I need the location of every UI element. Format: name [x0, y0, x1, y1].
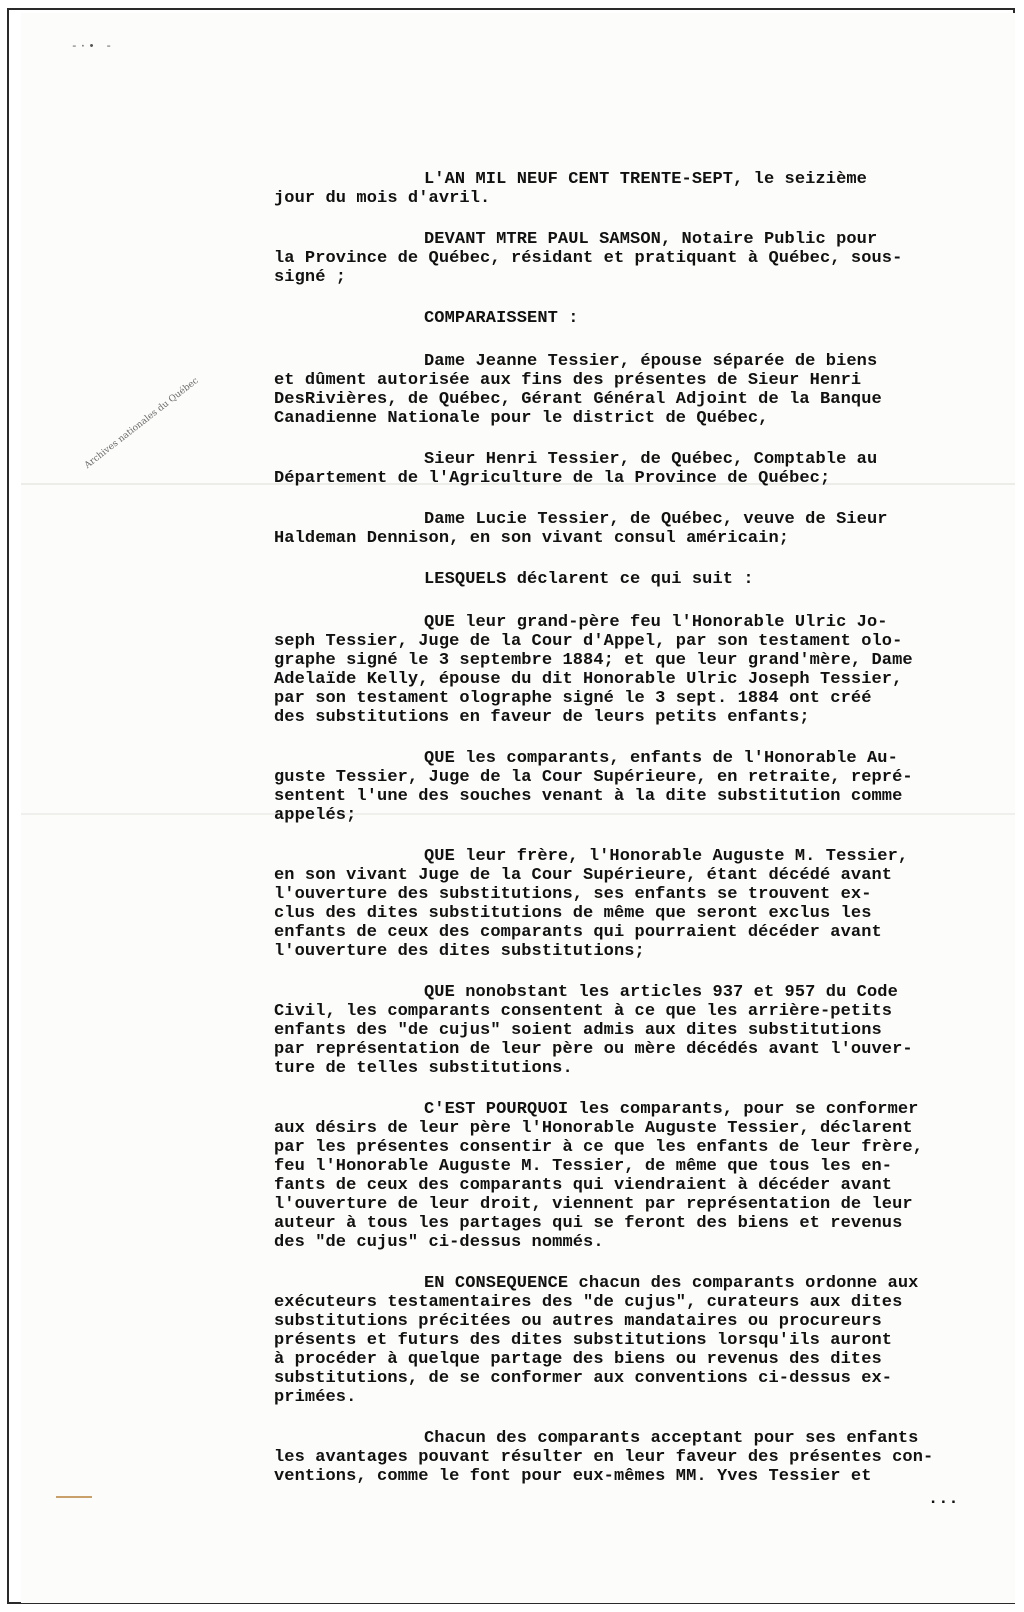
- paragraph-first-line: Dame Lucie Tessier, de Québec, veuve de Sieur: [424, 510, 888, 529]
- paragraph-first-line: QUE les comparants, enfants de l'Honorable Au-: [424, 749, 898, 768]
- typed-text-body: [274, 170, 994, 1508]
- paragraph: [274, 1274, 994, 1407]
- paragraph-body: la Province de Québec, résidant et pratiquant à Québec, sous- signé ;: [274, 249, 903, 287]
- archive-stamp: Archives nationales du Québec: [83, 375, 201, 471]
- paragraph-body: jour du mois d'avril.: [274, 189, 491, 208]
- paragraph-body: Civil, les comparants consentent à ce que les arrière-petits enfants des "de cujus" soient admis aux dites substitutions par représentation de leur père ou mère décédés avant l'ouver- ture de telles substitutions.: [274, 1002, 913, 1078]
- continuation-mark: ...: [928, 1490, 959, 1509]
- section-heading: LESQUELS déclarent ce qui suit :: [424, 570, 754, 589]
- paragraph-first-line: L'AN MIL NEUF CENT TRENTE-SEPT, le seizième: [424, 170, 867, 189]
- paragraph-first-line: Dame Jeanne Tessier, épouse séparée de biens: [424, 352, 878, 371]
- paragraph-body: Département de l'Agriculture de la Province de Québec;: [274, 469, 831, 488]
- paragraph-first-line: QUE leur grand-père feu l'Honorable Ulric Jo-: [424, 613, 888, 632]
- paragraph: [274, 1429, 994, 1486]
- paragraph: [274, 613, 994, 727]
- document-frame: [7, 8, 1015, 1604]
- paragraph-first-line: EN CONSEQUENCE chacun des comparants ordonne aux: [424, 1274, 919, 1293]
- paragraph-first-line: C'EST POURQUOI les comparants, pour se conformer: [424, 1100, 919, 1119]
- paragraph: [274, 749, 994, 825]
- paragraph-first-line: Sieur Henri Tessier, de Québec, Comptable au: [424, 450, 878, 469]
- paragraph: [274, 450, 994, 488]
- paragraph: [274, 847, 994, 961]
- paragraph: [274, 170, 994, 208]
- paragraph-first-line: QUE leur frère, l'Honorable Auguste M. Tessier,: [424, 847, 909, 866]
- paragraph: [274, 352, 994, 428]
- paragraph-body: guste Tessier, Juge de la Cour Supérieure, en retraite, repré- sentent l'une des souches venant à la dite substitution comme appelés;: [274, 768, 913, 825]
- margin-ink-mark: [56, 1496, 92, 1498]
- paragraph: [274, 510, 994, 548]
- paragraph-first-line: DEVANT MTRE PAUL SAMSON, Notaire Public pour: [424, 230, 878, 249]
- paragraph-first-line: QUE nonobstant les articles 937 et 957 du Code: [424, 983, 898, 1002]
- paragraph: [274, 983, 994, 1078]
- paragraph-body: en son vivant Juge de la Cour Supérieure, étant décédé avant l'ouverture des substitutions, ses enfants se trouvent ex- clus des dites substitutions de même que seront exclus les enfants de ceux des comparants qui pourraient décéder avant l'ouverture des dites substitutions;: [274, 866, 893, 961]
- paragraph-body: les avantages pouvant résulter en leur faveur des présentes con- ventions, comme le font pour eux-mêmes MM. Yves Tessier et: [274, 1448, 934, 1486]
- paragraph-body: Haldeman Dennison, en son vivant consul américain;: [274, 529, 790, 548]
- paragraph-body: et dûment autorisée aux fins des présentes de Sieur Henri DesRivières, de Québec, Gérant Général Adjoint de la Banque Canadienne Nationale pour le district de Québec,: [274, 371, 882, 428]
- paragraph-first-line: Chacun des comparants acceptant pour ses enfants: [424, 1429, 919, 1448]
- corner-ink-marks: -·• -: [71, 41, 115, 53]
- paragraph-body: aux désirs de leur père l'Honorable Auguste Tessier, déclarent par les présentes consentir à ce que les enfants de leur frère, feu l'Honorable Auguste M. Tessier, de même que tous les en- fants de ceux des comparants qui viendraient à décéder avant l'ouverture de leur droit, viennent par représentation de leur auteur à tous les partages qui se feront des biens et revenus des "de cujus" ci-dessus nommés.: [274, 1119, 924, 1252]
- section-heading: COMPARAISSENT :: [424, 309, 579, 328]
- paragraph-body: exécuteurs testamentaires des "de cujus", curateurs aux dites substitutions précitées ou autres mandataires ou procureurs présents et futurs des dites substitutions lorsqu'ils auront à procéder à quelque partage des biens ou revenus des dites substitutions, de se conformer aux conventions ci-dessus ex- primées.: [274, 1293, 903, 1407]
- paragraph: [274, 1100, 994, 1252]
- paragraph-body: seph Tessier, Juge de la Cour d'Appel, par son testament olo- graphe signé le 3 septembre 1884; et que leur grand'mère, Dame Adelaïde Kelly, épouse du dit Honorable Ulric Joseph Tessier, par son testament olographe signé le 3 sept. 1884 ont créé des substitutions en faveur de leurs petits enfants;: [274, 632, 913, 727]
- paragraph: [274, 230, 994, 287]
